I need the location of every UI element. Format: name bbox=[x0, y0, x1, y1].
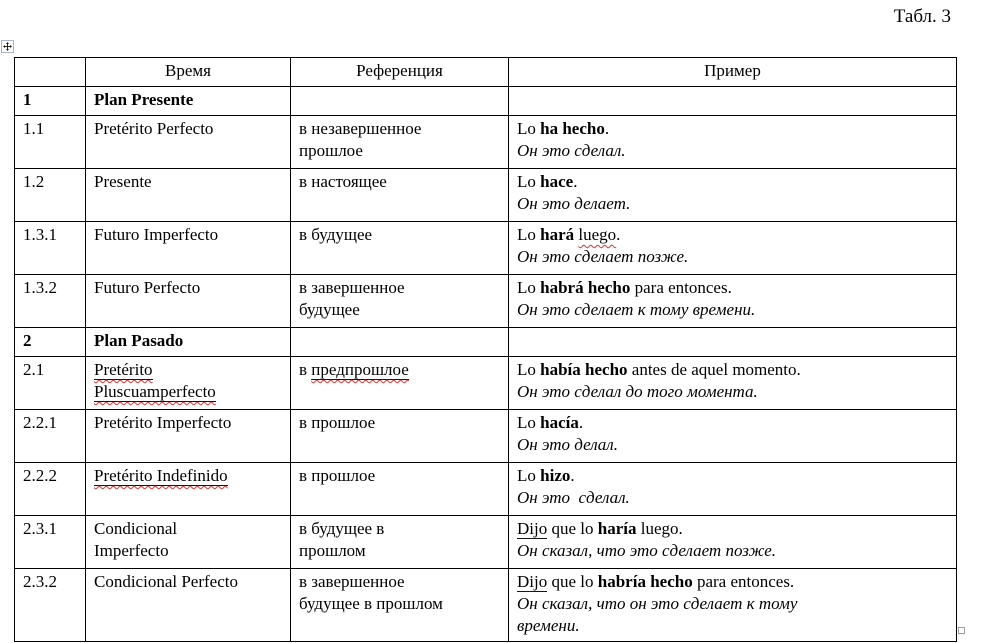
cell-example[interactable] bbox=[509, 516, 957, 569]
cell-example[interactable] bbox=[509, 357, 957, 410]
example-russian-line: Он сказал, что он это сделает к тому времени. bbox=[517, 594, 798, 635]
table-row bbox=[15, 116, 957, 169]
cell-tense[interactable]: Condicional Perfecto bbox=[86, 569, 291, 642]
example-spanish-line: Dijo que lo habría hecho para entonces. bbox=[517, 572, 795, 591]
example-russian-line: Он это сделал до того момента. bbox=[517, 382, 758, 401]
example-spanish-line: Lo hizo. bbox=[517, 466, 575, 485]
example-spanish-line: Lo hace. bbox=[517, 172, 578, 191]
header-cell-example[interactable]: Пример bbox=[509, 58, 957, 87]
table-row bbox=[15, 569, 957, 642]
example-spanish-line: Lo habrá hecho para entonces. bbox=[517, 278, 732, 297]
table-row bbox=[15, 222, 957, 275]
cell-tense[interactable]: Plan Pasado bbox=[86, 328, 291, 357]
cell-reference[interactable]: в будущее bbox=[291, 222, 509, 275]
cell-example[interactable] bbox=[509, 169, 957, 222]
cell-tense[interactable]: Pretérito Pluscuamperfecto bbox=[86, 357, 291, 410]
cell-tense[interactable]: Presente bbox=[86, 169, 291, 222]
cell-tense[interactable]: Plan Presente bbox=[86, 87, 291, 116]
table-move-handle[interactable] bbox=[1, 40, 14, 53]
cell-reference[interactable]: в будущее в прошлом bbox=[291, 516, 509, 569]
cell-tense[interactable]: Futuro Perfecto bbox=[86, 275, 291, 328]
cell-reference[interactable]: в незавершенное прошлое bbox=[291, 116, 509, 169]
cell-example[interactable] bbox=[509, 116, 957, 169]
cell-number[interactable]: 1.3.1 bbox=[15, 222, 86, 275]
example-spanish-line: Dijo que lo haría luego. bbox=[517, 519, 683, 538]
cell-number[interactable]: 2.3.2 bbox=[15, 569, 86, 642]
cell-number[interactable]: 1.2 bbox=[15, 169, 86, 222]
cell-example[interactable] bbox=[509, 275, 957, 328]
example-russian-line: Он это сделает к тому времени. bbox=[517, 300, 756, 319]
table-caption[interactable]: Табл. 3 bbox=[893, 6, 951, 27]
move-arrows-icon bbox=[3, 42, 12, 51]
table-row bbox=[15, 169, 957, 222]
cell-reference[interactable]: в настоящее bbox=[291, 169, 509, 222]
cell-number[interactable]: 2.1 bbox=[15, 357, 86, 410]
cell-tense[interactable]: Pretérito Perfecto bbox=[86, 116, 291, 169]
header-row bbox=[15, 58, 957, 87]
cell-number[interactable]: 2.2.2 bbox=[15, 463, 86, 516]
example-russian-line: Он сказал, что это сделает позже. bbox=[517, 541, 777, 560]
example-spanish-line: Lo había hecho antes de aquel momento. bbox=[517, 360, 801, 379]
cell-reference[interactable]: в прошлое bbox=[291, 410, 509, 463]
cell-number[interactable]: 2.3.1 bbox=[15, 516, 86, 569]
table-resize-handle[interactable] bbox=[958, 627, 965, 634]
cell-tense[interactable]: Pretérito Indefinido bbox=[86, 463, 291, 516]
example-russian-line: Он это делает. bbox=[517, 194, 631, 213]
table-row bbox=[15, 328, 957, 357]
header-cell-num[interactable] bbox=[15, 58, 86, 87]
cell-reference[interactable] bbox=[291, 328, 509, 357]
cell-example[interactable] bbox=[509, 87, 957, 116]
table-row bbox=[15, 463, 957, 516]
cell-example[interactable] bbox=[509, 328, 957, 357]
table-body bbox=[15, 58, 957, 642]
cell-number[interactable]: 1.1 bbox=[15, 116, 86, 169]
cell-number[interactable]: 2.2.1 bbox=[15, 410, 86, 463]
cell-reference[interactable]: в прошлое bbox=[291, 463, 509, 516]
header-cell-ref[interactable]: Референция bbox=[291, 58, 509, 87]
cell-tense[interactable]: Futuro Imperfecto bbox=[86, 222, 291, 275]
tense-table bbox=[14, 57, 957, 642]
cell-example[interactable] bbox=[509, 222, 957, 275]
example-russian-line: Он это делал. bbox=[517, 435, 618, 454]
table-row bbox=[15, 410, 957, 463]
cell-number[interactable]: 1 bbox=[15, 87, 86, 116]
cell-example[interactable] bbox=[509, 410, 957, 463]
cell-reference[interactable]: в завершенное будущее bbox=[291, 275, 509, 328]
header-cell-tiempo[interactable]: Время bbox=[86, 58, 291, 87]
example-spanish-line: Lo hará luego. bbox=[517, 225, 621, 244]
example-russian-line: Он это сделал. bbox=[517, 488, 630, 507]
example-spanish-line: Lo ha hecho. bbox=[517, 119, 610, 138]
cell-tense[interactable]: Condicional Imperfecto bbox=[86, 516, 291, 569]
cell-reference[interactable]: в завершенное будущее в прошлом bbox=[291, 569, 509, 642]
table-row bbox=[15, 516, 957, 569]
cell-tense[interactable]: Pretérito Imperfecto bbox=[86, 410, 291, 463]
cell-example[interactable] bbox=[509, 569, 957, 642]
example-russian-line: Он это сделает позже. bbox=[517, 247, 689, 266]
table-row bbox=[15, 275, 957, 328]
cell-number[interactable]: 1.3.2 bbox=[15, 275, 86, 328]
cell-number[interactable]: 2 bbox=[15, 328, 86, 357]
cell-example[interactable] bbox=[509, 463, 957, 516]
example-spanish-line: Lo hacía. bbox=[517, 413, 584, 432]
table-row bbox=[15, 357, 957, 410]
example-russian-line: Он это сделал. bbox=[517, 141, 626, 160]
cell-reference[interactable] bbox=[291, 87, 509, 116]
cell-reference[interactable]: в предпрошлое bbox=[291, 357, 509, 410]
table-row bbox=[15, 87, 957, 116]
